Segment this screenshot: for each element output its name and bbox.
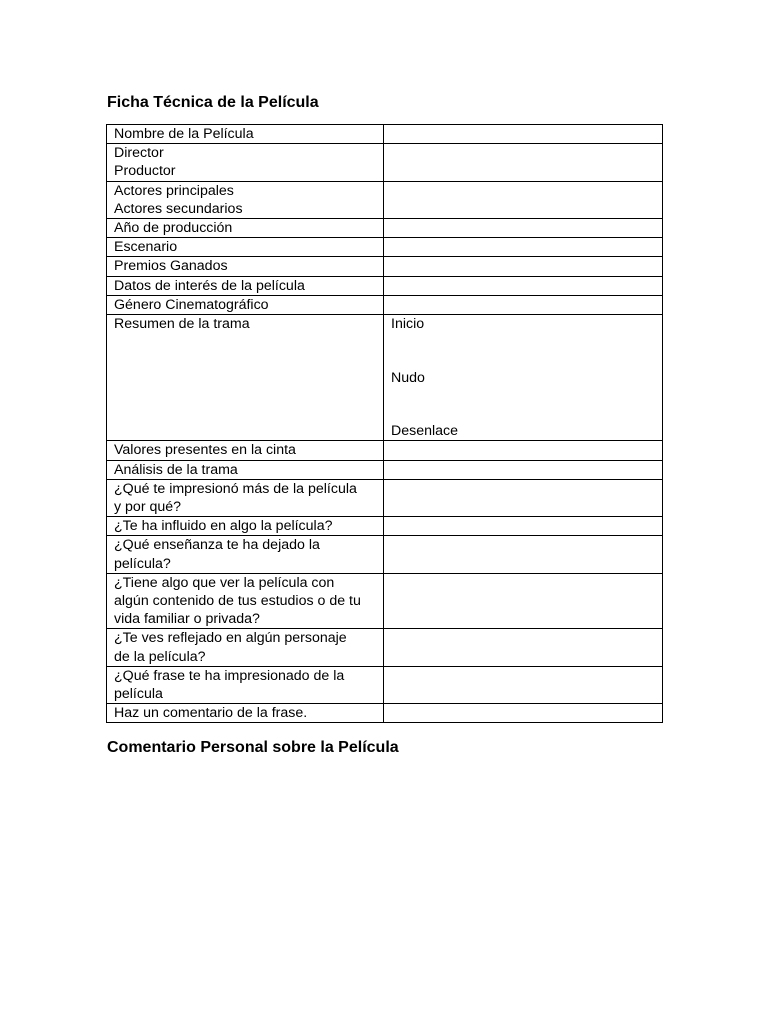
answer-cell[interactable] <box>384 238 663 257</box>
trama-part-desenlace: Desenlace <box>391 423 459 440</box>
table-row <box>107 144 663 181</box>
row-label: Resumen de la trama <box>107 315 384 441</box>
answer-cell[interactable] <box>384 479 663 516</box>
row-label: Nombre de la Película <box>107 125 384 144</box>
table-row <box>107 479 663 516</box>
table-row <box>107 276 663 295</box>
row-label: ¿Te ha influido en algo la película? <box>107 517 384 536</box>
row-label: Escenario <box>107 238 384 257</box>
table-row <box>107 704 663 723</box>
table-row <box>107 573 663 629</box>
row-label: ¿Tiene algo que ver la película con algún contenido de tus estudios o de tu vida familiar o privada? <box>107 573 384 629</box>
row-label: Análisis de la trama <box>107 460 384 479</box>
table-row-resumen <box>107 315 663 441</box>
answer-cell[interactable] <box>384 219 663 238</box>
answer-cell[interactable] <box>384 573 663 629</box>
row-label: Premios Ganados <box>107 257 384 276</box>
row-label: ¿Qué enseñanza te ha dejado la película? <box>107 536 384 573</box>
row-label: Año de producción <box>107 219 384 238</box>
table-row <box>107 257 663 276</box>
table-row <box>107 460 663 479</box>
answer-cell[interactable] <box>384 666 663 703</box>
row-label: Haz un comentario de la frase. <box>107 704 384 723</box>
row-label: Director Productor <box>107 144 384 181</box>
trama-part-inicio: Inicio <box>391 316 425 333</box>
table-row <box>107 629 663 666</box>
table-row <box>107 125 663 144</box>
row-label: Valores presentes en la cinta <box>107 441 384 460</box>
row-label: ¿Te ves reflejado en algún personaje de la película? <box>107 629 384 666</box>
table-row <box>107 666 663 703</box>
table-row <box>107 295 663 314</box>
page-title: Ficha Técnica de la Película <box>107 94 319 111</box>
row-label: ¿Qué te impresionó más de la película y por qué? <box>107 479 384 516</box>
trama-answer-cell[interactable] <box>384 315 663 441</box>
answer-cell[interactable] <box>384 704 663 723</box>
row-label: ¿Qué frase te ha impresionado de la película <box>107 666 384 703</box>
answer-cell[interactable] <box>384 276 663 295</box>
answer-cell[interactable] <box>384 517 663 536</box>
answer-cell[interactable] <box>384 460 663 479</box>
row-label: Género Cinematográfico <box>107 295 384 314</box>
section-heading: Comentario Personal sobre la Película <box>107 739 399 756</box>
answer-cell[interactable] <box>384 125 663 144</box>
answer-cell[interactable] <box>384 257 663 276</box>
movie-datasheet-table <box>106 124 663 723</box>
answer-cell[interactable] <box>384 295 663 314</box>
answer-cell[interactable] <box>384 441 663 460</box>
answer-cell[interactable] <box>384 536 663 573</box>
table-row <box>107 219 663 238</box>
table-row <box>107 441 663 460</box>
table-row <box>107 238 663 257</box>
table-row <box>107 536 663 573</box>
answer-cell[interactable] <box>384 144 663 181</box>
trama-part-nudo: Nudo <box>391 369 425 386</box>
row-label: Datos de interés de la película <box>107 276 384 295</box>
answer-cell[interactable] <box>384 181 663 218</box>
row-label: Actores principales Actores secundarios <box>107 181 384 218</box>
answer-cell[interactable] <box>384 629 663 666</box>
table-row <box>107 181 663 218</box>
table-row <box>107 517 663 536</box>
